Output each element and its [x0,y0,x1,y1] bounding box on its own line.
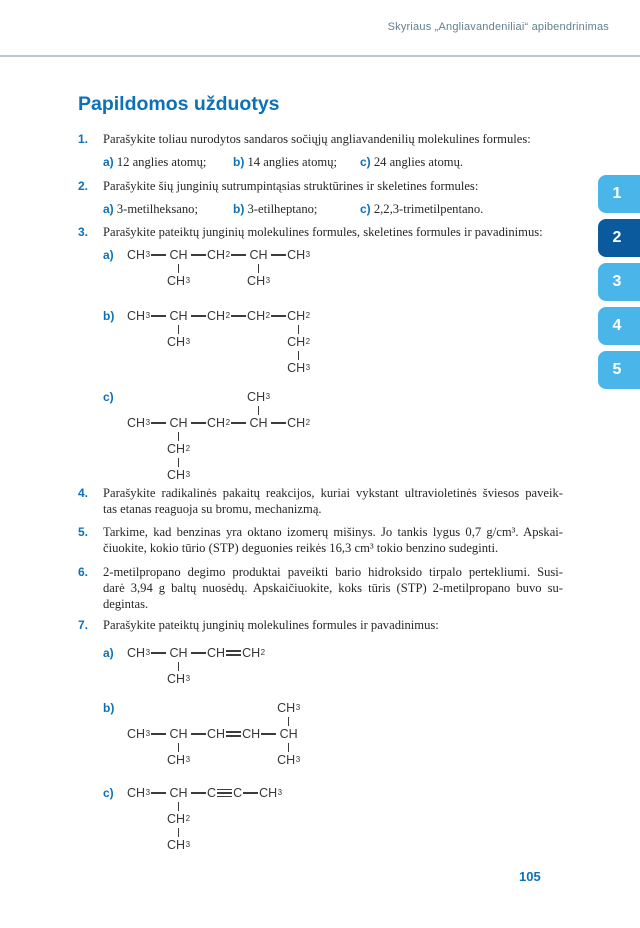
side-tab-1[interactable] [598,175,640,213]
chemical-formula-7b [103,700,300,768]
task-text-line: 2-metilpropano degimo produktai paveikti bario hidroksido tirpalo pertekliumi. Susi- [103,565,563,579]
structural-formula-grid: CH 3 CH CH 2 CH 2 CH 2 CH 3 CH 2 CH 3 [127,309,311,375]
task-7 [78,617,563,633]
side-tab-4[interactable] [598,307,640,345]
task-text [103,564,563,612]
task-text-line: Parašykite toliau nurodytos sandaros sočiųjų angliavandenilių molekulines formules: [103,132,531,146]
option-text: 14 anglies atomų; [247,155,338,169]
formula-label: b) [103,309,115,323]
structural-formula-grid: CH 3 CH 3 CH CH 2 CH CH 2 CH 2 CH 3 [127,390,311,482]
task-text-line: čiuokite, kokio tūrio (STP) deguonies reikės 16,3 cm³ tokio benzino sudeginti. [103,541,499,555]
side-tab-label: 5 [612,361,622,378]
option-text: 2,2,3-trimetilpentano. [373,202,484,216]
option-item [103,201,233,217]
task-text-line: degintas. [103,597,149,611]
header-divider-rule [0,55,640,57]
task-text [103,178,563,217]
option-item [233,201,360,217]
option-text: 12 anglies atomų; [116,155,207,169]
task-text-line: Parašykite pateiktų junginių molekulines formules, skeletines formules ir pavadinimus: [103,225,543,239]
option-text: 3-metilheksano; [116,202,198,216]
side-tab-label: 3 [612,273,622,290]
chemical-formula-7c [103,785,282,853]
task-text-line: Parašykite pateiktų junginių molekulines formules ir pavadinimus: [103,618,439,632]
task-text-line: Parašykite šių junginių sutrumpintąsias struktūrines ir skeletines formules: [103,179,479,193]
option-item [233,154,360,170]
task-text [103,617,563,633]
task-3 [78,224,563,240]
chemical-formula-3b [103,308,310,376]
structural-formula-grid: CH 3 CH CH 2 CH CH 3 CH 3 CH 3 [127,248,311,288]
option-text: 24 anglies atomų. [373,155,464,169]
side-tab-2[interactable] [598,219,640,257]
task-text-line: Parašykite radikalinės pakaitų reakcijos, kuriai vykstant ultravioletinės šviesos paveik- [103,486,563,500]
structural-formula-grid: CH 3 CH CH CH 2 CH 3 [127,646,266,686]
task-text-line: tas etanas reaguoja su bromu, mechanizmą. [103,502,322,516]
formula-label: b) [103,701,115,715]
option-item [360,201,483,217]
task-text [103,485,563,517]
task-number: 3. [78,225,89,239]
option-item [360,154,463,170]
chapter-header-label: Skyriaus „Angliavandeniliai“ apibendrinimas [387,21,609,33]
option-key: c) [360,155,371,169]
chemical-formula-3a [103,247,310,289]
task-text [103,224,563,240]
page-number: 105 [519,869,541,884]
side-tab-label: 1 [612,185,622,202]
structural-formula-grid: CH 3 CH C C CH 3 CH 2 CH 3 [127,786,283,852]
side-tab-3[interactable] [598,263,640,301]
task-2 [78,178,563,217]
option-key: b) [233,202,245,216]
task-options-row [103,201,563,217]
task-number: 1. [78,132,89,146]
side-tab-label: 4 [612,317,622,334]
task-number: 6. [78,565,89,579]
task-4 [78,485,563,517]
task-1 [78,131,563,170]
formula-label: a) [103,248,114,262]
task-number: 4. [78,486,89,500]
task-number: 2. [78,179,89,193]
chemical-formula-7a [103,645,265,687]
task-number: 5. [78,525,89,539]
task-6 [78,564,563,612]
side-tab-label: 2 [612,229,622,246]
option-key: c) [360,202,371,216]
task-options-row [103,154,563,170]
formula-label: a) [103,646,114,660]
formula-label: c) [103,786,114,800]
task-text [103,131,563,170]
option-key: a) [103,155,114,169]
page-title: Papildomos užduotys [78,93,280,115]
task-text-line: Tarkime, kad benzinas yra oktano izomerų mišinys. Jo tankis lygus 0,7 g/cm³. Apskai- [103,525,563,539]
side-tab-5[interactable] [598,351,640,389]
task-text [103,524,563,556]
option-item [103,154,233,170]
formula-label: c) [103,390,114,404]
task-number: 7. [78,618,89,632]
option-key: a) [103,202,114,216]
option-key: b) [233,155,245,169]
task-5 [78,524,563,556]
structural-formula-grid: CH 3 CH 3 CH CH CH CH CH 3 CH 3 [127,701,301,767]
option-text: 3-etilheptano; [247,202,318,216]
chemical-formula-3c [103,389,310,483]
task-text-line: darė 3,94 g baltų nuosėdų. Apskaičiuokite, koks tūris (STP) 2-metilpropano buvo su- [103,581,563,595]
